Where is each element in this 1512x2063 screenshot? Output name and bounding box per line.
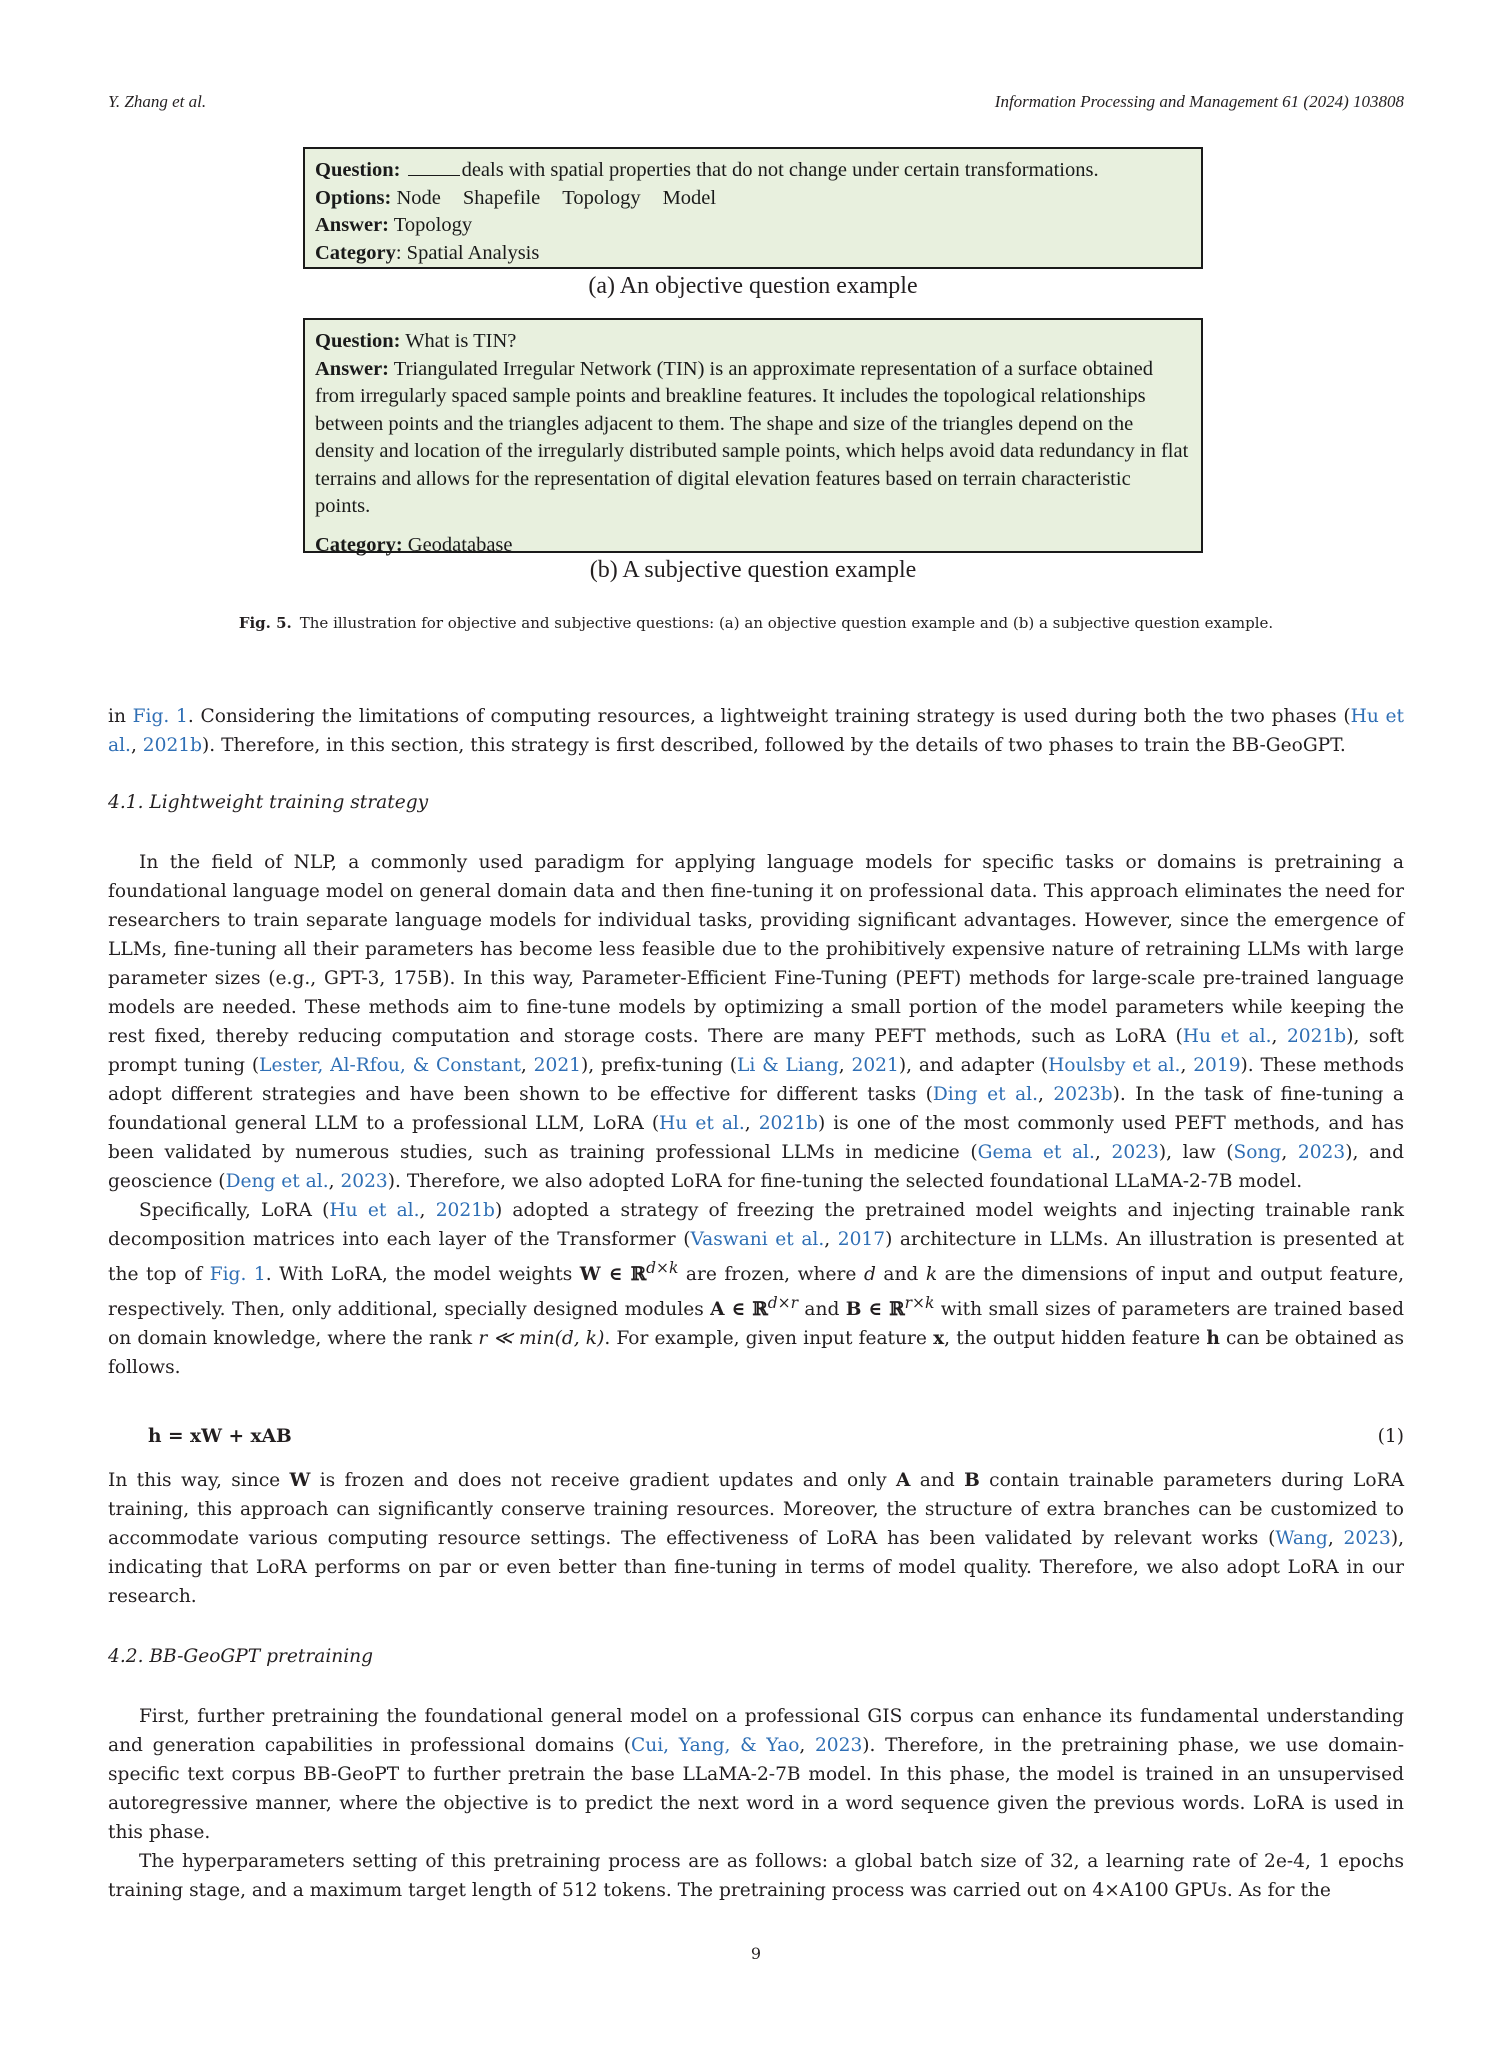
category-line: Category: Spatial Analysis	[315, 241, 540, 264]
figure-box-objective	[303, 147, 1203, 269]
ref-link[interactable]: Ding et al.	[932, 1084, 1039, 1105]
question-line: Question: What is TIN?	[315, 330, 517, 352]
paragraph: Specifically, LoRA (Hu et al., 2021b) adopted a strategy of freezing the pretrained model weights and injecting trainable rank decomposition matrices into each layer of the Transformer (Vaswani et al., 2017) architecture in LLMs. An illustration is presented at the top of Fig. 1. With LoRA, the model weights W ∈ ℝ$^{d\times k}$ are frozen, where d and k are the dimensions of input and output feature, respectively. Then, only additional, specially designed modules A ∈ ℝ$^{d\times r}$ and B ∈ ℝ$^{r\times k}$ with small sizes of parameters are trained based on domain knowledge, where the rank r ≪ min(d, k). For example, given input feature x, the output hidden feature h can be obtained as follows.	[108, 1200, 1405, 1379]
figure-caption: Fig. 5. The illustration for objective and subjective questions: (a) an objective question example and (b) a subjective question example.	[238, 614, 1274, 632]
equation-number: (1)	[1377, 1426, 1404, 1447]
answer-paragraph: Answer: Triangulated Irregular Network (TIN) is an approximate representation of a surface obtained from irregularly spaced sample points and breakline features. It includes the topological relationships between points and the triangles adjacent to them. The shape and size of the triangles depend on the density and location of the irregularly distributed sample points, which helps avoid data redundancy in flat terrains and allows for the representation of digital elevation features based on terrain characteristic points.	[315, 357, 1189, 517]
running-header-journal: Information Processing and Management 61 (2024) 103808	[994, 92, 1404, 111]
ref-link[interactable]: Cui, Yang, & Yao	[631, 1735, 800, 1756]
question-line: Question: deals with spatial properties that do not change under certain transformations.	[315, 159, 1099, 181]
option-item: Node	[396, 186, 441, 209]
ref-link[interactable]: Wang	[1275, 1528, 1328, 1549]
section-4-2-body	[108, 1702, 1404, 1905]
ref-link[interactable]: Gema et al.	[977, 1142, 1095, 1163]
ref-link[interactable]: 2021	[851, 1055, 899, 1076]
ref-link[interactable]: 2021	[533, 1055, 581, 1076]
page-number: 9	[750, 1944, 762, 1963]
ref-link[interactable]: 2023	[1111, 1142, 1159, 1163]
ref-link[interactable]: Fig. 1	[209, 1264, 266, 1286]
answer-line: Answer: Topology	[315, 214, 473, 236]
ref-link[interactable]: Hu et al.	[108, 706, 1404, 756]
figure-box-subjective	[303, 318, 1203, 556]
ref-link[interactable]: Song	[1233, 1142, 1282, 1163]
options-line: Options: Node Shapefile Topology Model	[315, 186, 717, 209]
subcaption-b: (b) A subjective question example	[589, 557, 917, 583]
option-item: Topology	[562, 186, 641, 209]
blank-underline	[408, 157, 460, 176]
paragraph: The hyperparameters setting of this pretraining process are as follows: a global batch size of 32, a learning rate of 2e-4, 1 epochs training stage, and a maximum target length of 512 tokens. The pretraining process was carried out on 4×A100 GPUs. As for the	[108, 1851, 1404, 1901]
ref-link[interactable]: Fig. 1	[132, 706, 188, 727]
section-4-1-body	[108, 848, 1404, 1382]
paragraph: In the field of NLP, a commonly used paradigm for applying language models for specific tasks or domains is pretraining a foundational language model on general domain data and then fine-tuning it on professional data. This approach eliminates the need for researchers to train separate language models for individual tasks, providing significant advantages. However, since the emergence of LLMs, fine-tuning all their parameters has become less feasible due to the prohibitively expensive nature of retraining LLMs with large parameter sizes (e.g., GPT-3, 175B). In this way, Parameter-Efficient Fine-Tuning (PEFT) methods for large-scale pre-trained language models are needed. These methods aim to fine-tune models by optimizing a small portion of the model parameters while keeping the rest fixed, thereby reducing computation and storage costs. There are many PEFT methods, such as LoRA (Hu et al., 2021b), soft prompt tuning (Lester, Al-Rfou, & Constant, 2021), prefix-tuning (Li & Liang, 2021), and adapter (Houlsby et al., 2019). These methods adopt different strategies and have been shown to be effective for different tasks (Ding et al., 2023b). In the task of fine-tuning a foundational general LLM to a professional LLM, LoRA (Hu et al., 2021b) is one of the most commonly used PEFT methods, and has been validated by numerous studies, such as training professional LLMs in medicine (Gema et al., 2023), law (Song, 2023), and geoscience (Deng et al., 2023). Therefore, we also adopted LoRA for fine-tuning the selected foundational LLaMA-2-7B model.	[108, 852, 1405, 1192]
running-header-authors: Y. Zhang et al.	[108, 92, 207, 111]
section-heading-4-2: 4.2. BB-GeoGPT pretraining	[108, 1646, 374, 1667]
ref-link[interactable]: 2023	[340, 1171, 388, 1192]
option-item: Model	[662, 186, 717, 209]
ref-link[interactable]: Hu et al.	[659, 1113, 745, 1134]
ref-link[interactable]: 2019	[1193, 1055, 1241, 1076]
ref-link[interactable]: 2021b	[142, 735, 203, 756]
ref-link[interactable]: 2021b	[435, 1200, 495, 1221]
ref-link[interactable]: 2023	[1343, 1528, 1391, 1549]
ref-link[interactable]: Houlsby et al.	[1048, 1055, 1181, 1076]
ref-link[interactable]: 2023	[814, 1735, 863, 1756]
ref-link[interactable]: Li & Liang	[736, 1055, 839, 1076]
ref-link[interactable]: Deng et al.	[225, 1171, 329, 1192]
ref-link[interactable]: 2021b	[1286, 1026, 1347, 1047]
ref-link[interactable]: Hu et al.	[1182, 1026, 1272, 1047]
ref-link[interactable]: Hu et al.	[329, 1200, 420, 1221]
ref-link[interactable]: 2017	[837, 1229, 886, 1250]
category-line: Category: Geodatabase	[315, 533, 513, 556]
option-item: Shapefile	[462, 186, 541, 209]
ref-link[interactable]: Vaswani et al.	[690, 1229, 825, 1250]
intro-paragraph: in Fig. 1. Considering the limitations of computing resources, a lightweight training strategy is used during both the two phases (Hu et al., 2021b). Therefore, in this section, this strategy is first described, followed by the details of two phases to train the BB-GeoGPT.	[108, 706, 1404, 756]
paragraph: First, further pretraining the foundational general model on a professional GIS corpus can enhance its fundamental understanding and generation capabilities in professional domains (Cui, Yang, & Yao, 2023). Therefore, in the pretraining phase, we use domain-specific text corpus BB-GeoPT to further pretrain the base LLaMA-2-7B model. In this phase, the model is trained in an unsupervised autoregressive manner, where the objective is to predict the next word in a word sequence given the previous words. LoRA is used in this phase.	[108, 1706, 1404, 1843]
ref-link[interactable]: 2023b	[1053, 1084, 1113, 1105]
equation-formula: h = xW + xAB	[148, 1426, 292, 1447]
subcaption-a: (a) An objective question example	[588, 273, 918, 299]
section-heading-4-1: 4.1. Lightweight training strategy	[108, 792, 429, 813]
ref-link[interactable]: 2023	[1297, 1142, 1346, 1163]
paragraph-after-equation: In this way, since W is frozen and does not receive gradient updates and only A and B contain trainable parameters during LoRA training, this approach can significantly conserve training resources. Moreover, the structure of extra branches can be customized to accommodate various computing resource settings. The effectiveness of LoRA has been validated by relevant works (Wang, 2023), indicating that LoRA performs on par or even better than fine-tuning in terms of model quality. Therefore, we also adopt LoRA in our research.	[108, 1470, 1404, 1607]
ref-link[interactable]: 2021b	[758, 1113, 818, 1134]
ref-link[interactable]: Lester, Al-Rfou, & Constant	[259, 1055, 521, 1076]
